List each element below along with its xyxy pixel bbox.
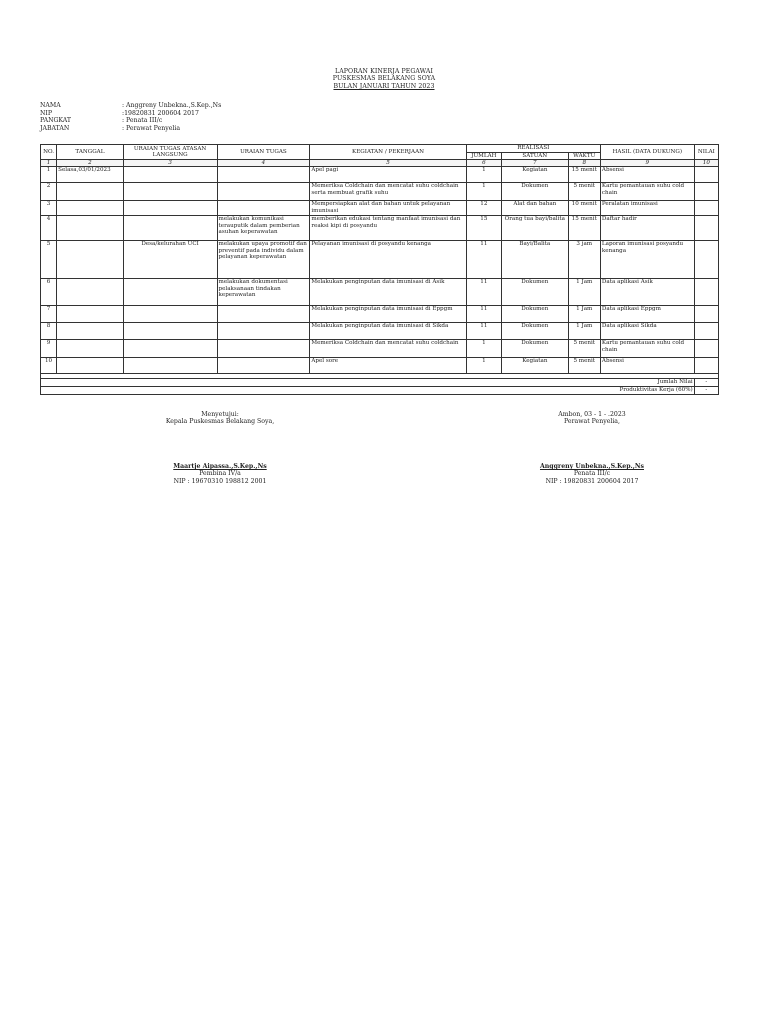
cell-satuan: Alat dan bahan xyxy=(502,201,569,216)
cell-uraian: melakukan upaya promotif dan preventif pada individu dalam pelayanan keperawatan xyxy=(217,241,310,279)
table-row xyxy=(41,241,719,279)
cell-no: 3 xyxy=(41,201,57,216)
cell-jumlah: 11 xyxy=(466,241,501,279)
info-row-pangkat xyxy=(40,117,221,125)
cell-atasan: Desa/kelurahan UCI xyxy=(123,241,217,279)
table-row xyxy=(41,323,719,340)
table-row xyxy=(41,358,719,374)
cell-jumlah: 12 xyxy=(466,201,501,216)
cell-tanggal xyxy=(57,340,124,358)
sign-left-line2: Kepala Puskesmas Belakang Soya, xyxy=(165,418,275,426)
cell-tanggal xyxy=(57,306,124,323)
cell-satuan: Dokumen xyxy=(502,183,569,201)
cell-satuan: Dokumen xyxy=(502,306,569,323)
cell-kegiatan: Pelayanan imunisasi di posyandu kenanga xyxy=(310,241,466,279)
cell-atasan xyxy=(123,358,217,374)
signature-left-header xyxy=(140,411,300,426)
cell-uraian xyxy=(217,323,310,340)
title-line-3: BULAN JANUARI TAHUN 2023 xyxy=(333,82,435,90)
sign-right-line1: Ambon, 03 - 1 - .2023 xyxy=(558,411,626,418)
cell-hasil: Kartu pemantauan suhu cold chain xyxy=(600,340,694,358)
header-waktu: WAKTU xyxy=(568,152,600,160)
header-no: NO. xyxy=(41,145,57,160)
cell-atasan xyxy=(123,167,217,183)
cell-no: 10 xyxy=(41,358,57,374)
header-tanggal: TANGGAL xyxy=(57,145,124,160)
cell-jumlah: 1 xyxy=(466,183,501,201)
cell-atasan xyxy=(123,340,217,358)
table-row xyxy=(41,340,719,358)
signature-left-block xyxy=(140,463,300,485)
sign-left-line1: Menyetujui: xyxy=(201,411,239,418)
cell-tanggal xyxy=(57,323,124,340)
info-row-jabatan xyxy=(40,125,221,133)
cell-tanggal xyxy=(57,358,124,374)
cell-satuan: Orang tua bayi/balita xyxy=(502,216,569,241)
header-nilai: NILAI xyxy=(694,145,718,160)
cell-waktu: 5 menit xyxy=(568,340,600,358)
produktivitas-row xyxy=(41,387,719,395)
produktivitas-value: - xyxy=(694,387,718,395)
info-label: NIP xyxy=(40,109,53,117)
cell-satuan: Dokumen xyxy=(502,323,569,340)
cell-kegiatan: Mempersiapkan alat dan bahan untuk pelayanan imunisasi xyxy=(310,201,466,216)
report-table xyxy=(40,144,719,395)
cell-no: 1 xyxy=(41,167,57,183)
header-kegiatan: KEGIATAN / PEKERJAAN xyxy=(310,145,466,160)
col-number: 8 xyxy=(568,160,600,167)
title-line-1: LAPORAN KINERJA PEGAWAI xyxy=(335,68,433,75)
cell-jumlah: 11 xyxy=(466,279,501,306)
employee-info xyxy=(40,102,221,132)
cell-uraian xyxy=(217,358,310,374)
cell-hasil: Absensi xyxy=(600,358,694,374)
cell-kegiatan: Melakukan penginputan data imunisasi di Eppgm xyxy=(310,306,466,323)
sign-right-rank: Penata III/c xyxy=(573,470,611,478)
col-number: 1 xyxy=(41,160,57,167)
cell-nilai xyxy=(694,216,718,241)
cell-kegiatan: Apel pagi xyxy=(310,167,466,183)
cell-no: 7 xyxy=(41,306,57,323)
cell-atasan xyxy=(123,201,217,216)
cell-no: 9 xyxy=(41,340,57,358)
cell-atasan xyxy=(123,279,217,306)
cell-hasil: Peralatan imunisasi xyxy=(600,201,694,216)
cell-waktu: 3 jam xyxy=(568,241,600,279)
cell-uraian xyxy=(217,340,310,358)
cell-atasan xyxy=(123,216,217,241)
cell-waktu: 15 menit xyxy=(568,167,600,183)
sign-left-name: Maartje Aipassa.,S.Kep.,Ns xyxy=(173,463,267,470)
cell-hasil: Kartu pemantauan suhu cold chain xyxy=(600,183,694,201)
table-row xyxy=(41,216,719,241)
cell-nilai xyxy=(694,306,718,323)
sign-left-nip: NIP : 19670310 198812 2001 xyxy=(173,477,267,485)
col-number: 6 xyxy=(466,160,501,167)
cell-uraian xyxy=(217,201,310,216)
header-hasil: HASIL (DATA DUKUNG) xyxy=(600,145,694,160)
column-number-row xyxy=(41,160,719,167)
info-value: : Perawat Penyelia xyxy=(122,124,181,132)
table-row xyxy=(41,167,719,183)
cell-nilai xyxy=(694,323,718,340)
cell-uraian xyxy=(217,183,310,201)
jumlah-nilai-value: - xyxy=(694,379,718,387)
cell-tanggal xyxy=(57,216,124,241)
cell-satuan: Bayi/Balita xyxy=(502,241,569,279)
cell-no: 4 xyxy=(41,216,57,241)
cell-uraian xyxy=(217,167,310,183)
cell-tanggal xyxy=(57,279,124,306)
cell-waktu: 5 menit xyxy=(568,183,600,201)
cell-waktu: 1 Jam xyxy=(568,323,600,340)
cell-kegiatan: Memeriksa Coldchain dan mencatat suhu coldchain xyxy=(310,340,466,358)
cell-waktu: 1 Jam xyxy=(568,306,600,323)
cell-no: 5 xyxy=(41,241,57,279)
cell-satuan: Dokumen xyxy=(502,279,569,306)
info-row-nama xyxy=(40,102,221,110)
cell-waktu: 1 Jam xyxy=(568,279,600,306)
cell-hasil: Data aplikasi Sikda xyxy=(600,323,694,340)
cell-nilai xyxy=(694,358,718,374)
cell-hasil: Absensi xyxy=(600,167,694,183)
sign-right-line2: Perawat Penyelia, xyxy=(564,418,620,426)
jumlah-nilai-row xyxy=(41,379,719,387)
cell-jumlah: 1 xyxy=(466,340,501,358)
signature-right-block xyxy=(512,463,672,485)
cell-waktu: 5 menit xyxy=(568,358,600,374)
cell-nilai xyxy=(694,340,718,358)
cell-satuan: Dokumen xyxy=(502,340,569,358)
col-number: 5 xyxy=(310,160,466,167)
cell-uraian: melakukan dokumentasi pelaksanaan tindakan keperawatan xyxy=(217,279,310,306)
cell-kegiatan: Apel sore xyxy=(310,358,466,374)
table-row xyxy=(41,201,719,216)
table-row xyxy=(41,306,719,323)
cell-no: 8 xyxy=(41,323,57,340)
cell-nilai xyxy=(694,201,718,216)
col-number: 10 xyxy=(694,160,718,167)
cell-atasan xyxy=(123,323,217,340)
col-number: 4 xyxy=(217,160,310,167)
cell-nilai xyxy=(694,241,718,279)
cell-waktu: 10 menit xyxy=(568,201,600,216)
cell-satuan: Kegiatan xyxy=(502,358,569,374)
report-title xyxy=(0,68,768,90)
col-number: 2 xyxy=(57,160,124,167)
col-number: 3 xyxy=(123,160,217,167)
info-value: :19820831 200604 2017 xyxy=(122,109,199,117)
cell-jumlah: 11 xyxy=(466,323,501,340)
col-number: 9 xyxy=(600,160,694,167)
cell-tanggal xyxy=(57,183,124,201)
sign-left-rank: Pembina IV/a xyxy=(199,470,241,478)
cell-tanggal xyxy=(57,201,124,216)
info-value: : Penata III/c xyxy=(122,117,163,125)
cell-jumlah: 1 xyxy=(466,167,501,183)
cell-nilai xyxy=(694,279,718,306)
cell-kegiatan: Melakukan penginputan data imunisasi di Sikda xyxy=(310,323,466,340)
jumlah-nilai-label: Jumlah Nilai xyxy=(41,379,695,387)
cell-kegiatan: Memeriksa Coldchain dan mencatat suhu coldchain serta membuat grafik suhu xyxy=(310,183,466,201)
header-uraian-atasan: URAIAN TUGAS ATASAN LANGSUNG xyxy=(123,145,217,160)
header-jumlah: JUMLAH xyxy=(466,152,501,160)
cell-tanggal: Selasa,03/01/2023 xyxy=(57,167,124,183)
cell-nilai xyxy=(694,183,718,201)
cell-kegiatan: Melakukan penginputan data imunisasi di Asik xyxy=(310,279,466,306)
col-number: 7 xyxy=(502,160,569,167)
produktivitas-label: Produktivitas Kerja (60%) xyxy=(41,387,695,395)
cell-hasil: Data aplikasi Eppgm xyxy=(600,306,694,323)
info-label: JABATAN xyxy=(40,124,70,132)
sign-right-name: Anggreny Unbekna.,S.Kep.,Ns xyxy=(539,463,644,470)
header-uraian-tugas: URAIAN TUGAS xyxy=(217,145,310,160)
cell-no: 2 xyxy=(41,183,57,201)
table-row xyxy=(41,279,719,306)
cell-satuan: Kegiatan xyxy=(502,167,569,183)
cell-jumlah: 11 xyxy=(466,306,501,323)
info-value: : Anggreny Unbekna.,S.Kep.,Ns xyxy=(122,102,222,109)
cell-hasil: Daftar hadir xyxy=(600,216,694,241)
cell-kegiatan: memberikan edukasi tentang manfaat imunisasi dan reaksi kipi di posyandu xyxy=(310,216,466,241)
cell-jumlah: 15 xyxy=(466,216,501,241)
table-row xyxy=(41,183,719,201)
info-row-nip xyxy=(40,110,221,118)
header-satuan: SATUAN xyxy=(502,152,569,160)
cell-no: 6 xyxy=(41,279,57,306)
cell-waktu: 15 menit xyxy=(568,216,600,241)
header-realisasi: REALISASI xyxy=(466,145,600,153)
sign-right-nip: NIP : 19820831 200604 2017 xyxy=(545,477,639,485)
cell-atasan xyxy=(123,183,217,201)
info-label: PANGKAT xyxy=(40,117,72,125)
title-line-2: PUSKESMAS BELAKANG SOYA xyxy=(332,75,436,83)
cell-hasil: Laporan imunisasi posyandu kenanga xyxy=(600,241,694,279)
cell-uraian xyxy=(217,306,310,323)
cell-uraian: melakukan komunikasi terauputik dalam pemberian asuhan keperawatan xyxy=(217,216,310,241)
cell-hasil: Data aplikasi Asik xyxy=(600,279,694,306)
cell-tanggal xyxy=(57,241,124,279)
cell-nilai xyxy=(694,167,718,183)
info-label: NAMA xyxy=(40,102,61,109)
cell-atasan xyxy=(123,306,217,323)
cell-jumlah: 1 xyxy=(466,358,501,374)
header-row xyxy=(41,145,719,153)
signature-right-header xyxy=(512,411,672,426)
